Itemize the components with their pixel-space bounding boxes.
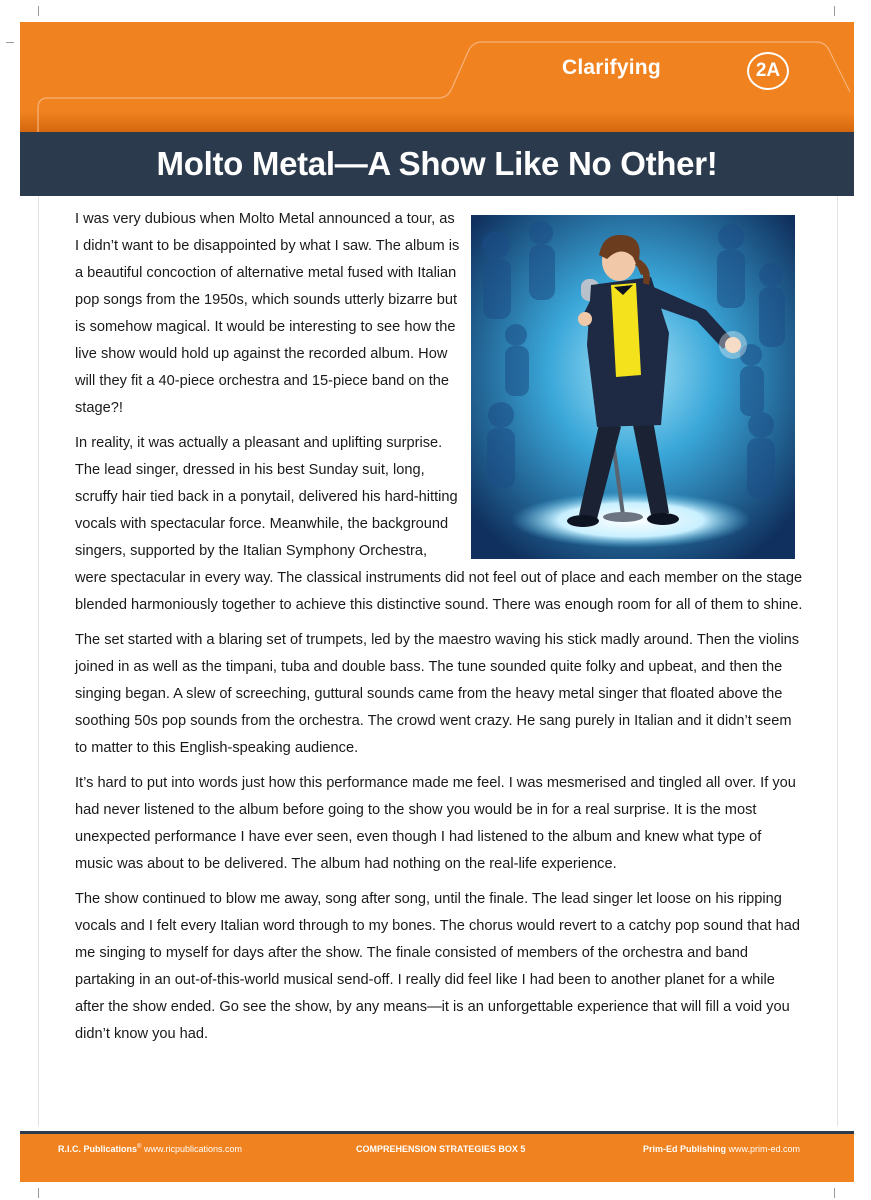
article-paragraph-3: The set started with a blaring set of trumpets, led by the maestro waving his stick madly around. Then the violins joined in as well as the timpani, tuba and double bass. The tune sounded quite folky and upbeat, and then the singing began. A slew of screeching, guttural sounds came from the heavy metal singer that floated above the soothing 50s pop sounds from the orchestra. The crowd went crazy. He sang purely in Italian and it didn’t seem to matter to this English-speaking audience. <box>75 632 800 756</box>
crop-mark <box>38 1188 39 1198</box>
section-badge: 2A <box>747 52 789 90</box>
crop-mark <box>834 6 835 16</box>
footer-band <box>20 1134 854 1182</box>
singer-illustration <box>471 215 795 559</box>
footer-center: COMPREHENSION STRATEGIES BOX 5 <box>356 1144 526 1154</box>
article-paragraph-2: In reality, it was actually a pleasant and uplifting surprise. The lead singer, dressed in his best Sunday suit, long, scruffy hair tied back in a ponytail, delivered his hard-hitting vocals with spectacular force. Meanwhile, the background singers, supported by the Italian Symphony Orchestra, were spectacular in every way. The classical instruments did not feel out of place and each member on the stage blended harmoniously together to achieve this distinctive sound. There was enough room for all of them to shine. <box>75 435 803 613</box>
footer-left-brand: R.I.C. Publications <box>58 1144 138 1154</box>
footer-right-url[interactable]: www.prim-ed.com <box>728 1144 801 1154</box>
page-title: Molto Metal—A Show Like No Other! <box>156 145 718 182</box>
section-label: Clarifying <box>562 56 661 79</box>
title-bar <box>20 132 854 196</box>
footer-right-brand: Prim-Ed Publishing <box>643 1144 727 1154</box>
article-paragraph-4: It’s hard to put into words just how this performance made me feel. I was mesmerised and tingled all over. If you had never listened to the album before going to the show you would be in for a real surprise. It is the most unexpected performance I have ever seen, even though I had listened to the album and knew what type of music was about to be delivered. The album had nothing on the real-life experience. <box>75 775 796 872</box>
crop-mark <box>6 42 14 43</box>
header-tab-outline <box>20 22 854 132</box>
article-paragraph-1: I was very dubious when Molto Metal announced a tour, as I didn’t want to be disappointed by what I saw. The album is a beautiful concoction of alternative metal fused with Italian pop songs from the 1950s, which sounds utterly bizarre but is somehow magical. It would be interesting to see how the live show would hold up against the recorded album. How will they fit a 40-piece orchestra and 15-piece band on the stage?! <box>75 211 460 416</box>
article-paragraph-5: The show continued to blow me away, song after song, until the finale. The lead singer let loose on his ripping vocals and I felt every Italian word through to my bones. The chorus would revert to a catchy pop sound that had me singing to myself for days after the show. The finale consisted of members of the orchestra and band partaking in an out-of-this-world musical send-off. I really did feel like I had been to another planet for a while after the show ended. Go see the show, by any means—it is an unforgettable experience that will fill a void you didn’t know you had. <box>75 891 800 1042</box>
footer-left-url[interactable]: www.ricpublications.com <box>143 1144 242 1154</box>
crop-mark <box>38 6 39 16</box>
crop-mark <box>834 1188 835 1198</box>
footer-left-reg: ® <box>137 1144 142 1150</box>
footer-left <box>58 1144 242 1154</box>
footer-right <box>643 1144 800 1154</box>
